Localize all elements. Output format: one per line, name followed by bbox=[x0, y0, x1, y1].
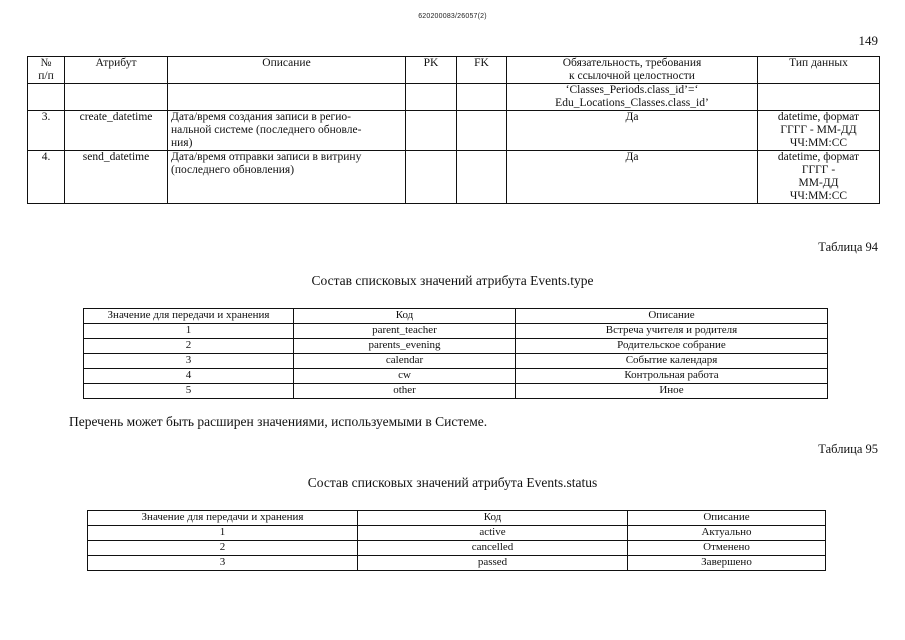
table-row bbox=[84, 324, 828, 339]
value-cell: 3 bbox=[84, 354, 294, 369]
column-header-description: Описание bbox=[628, 511, 826, 526]
fk-cell bbox=[457, 151, 507, 204]
table-row bbox=[84, 354, 828, 369]
table-94-caption: Состав списковых значений атрибута Events.type bbox=[311, 273, 594, 288]
table-95-label: Таблица 95 bbox=[818, 442, 878, 456]
table-row bbox=[84, 369, 828, 384]
description-cell: Отменено bbox=[628, 541, 826, 556]
description-cell: Встреча учителя и родителя bbox=[516, 324, 828, 339]
table-94-label: Таблица 94 bbox=[818, 240, 878, 254]
document-id: 620200083/26057(2) bbox=[418, 13, 487, 20]
fk-cell bbox=[457, 111, 507, 151]
code-cell: active bbox=[358, 526, 628, 541]
column-header-description: Описание bbox=[168, 57, 406, 84]
column-header-data-type: Тип данных bbox=[758, 57, 880, 84]
column-header-requirements: Обязательность, требования к ссылочной целостности bbox=[507, 57, 758, 84]
table-row bbox=[88, 541, 826, 556]
data-type-cell: datetime, формат ГГГГ - ММ-ДД ЧЧ:ММ:СС bbox=[758, 151, 880, 204]
fk-cell bbox=[457, 84, 507, 111]
row-number: 4. bbox=[28, 151, 65, 204]
description-cell: Родительское собрание bbox=[516, 339, 828, 354]
table-header-row bbox=[88, 511, 826, 526]
code-cell: other bbox=[294, 384, 516, 399]
table-row bbox=[88, 526, 826, 541]
value-cell: 1 bbox=[84, 324, 294, 339]
column-header-pk: PK bbox=[406, 57, 457, 84]
attribute-name: send_datetime bbox=[65, 151, 168, 204]
code-cell: parent_teacher bbox=[294, 324, 516, 339]
row-number bbox=[28, 84, 65, 111]
description-cell: Контрольная работа bbox=[516, 369, 828, 384]
table-header-row bbox=[28, 57, 880, 84]
attribute-description: Дата/время отправки записи в витрину (последнего обновления) bbox=[168, 151, 406, 204]
pk-cell bbox=[406, 84, 457, 111]
column-header-value: Значение для передачи и хранения bbox=[84, 309, 294, 324]
column-header-code: Код bbox=[294, 309, 516, 324]
attribute-name bbox=[65, 84, 168, 111]
events-status-table bbox=[87, 510, 826, 571]
requirements-cell: Да bbox=[507, 151, 758, 204]
attribute-description: Дата/время создания записи в регио- нальной системе (последнего обновле- ния) bbox=[168, 111, 406, 151]
row-number: 3. bbox=[28, 111, 65, 151]
value-cell: 2 bbox=[88, 541, 358, 556]
column-header-attribute: Атрибут bbox=[65, 57, 168, 84]
code-cell: passed bbox=[358, 556, 628, 571]
code-cell: cw bbox=[294, 369, 516, 384]
code-cell: calendar bbox=[294, 354, 516, 369]
description-cell: Актуально bbox=[628, 526, 826, 541]
value-cell: 5 bbox=[84, 384, 294, 399]
data-type-cell bbox=[758, 84, 880, 111]
column-header-fk: FK bbox=[457, 57, 507, 84]
requirements-cell: Да bbox=[507, 111, 758, 151]
table-row bbox=[28, 151, 880, 204]
value-cell: 3 bbox=[88, 556, 358, 571]
table-row bbox=[88, 556, 826, 571]
attributes-table bbox=[27, 56, 880, 204]
description-cell: Завершено bbox=[628, 556, 826, 571]
value-cell: 4 bbox=[84, 369, 294, 384]
requirements-cell: ‘Classes_Periods.class_id’=‘ Edu_Locations_Classes.class_id’ bbox=[507, 84, 758, 111]
column-header-value: Значение для передачи и хранения bbox=[88, 511, 358, 526]
table-row bbox=[28, 84, 880, 111]
table-row bbox=[28, 111, 880, 151]
events-type-table bbox=[83, 308, 828, 399]
value-cell: 1 bbox=[88, 526, 358, 541]
column-header-code: Код bbox=[358, 511, 628, 526]
code-cell: parents_evening bbox=[294, 339, 516, 354]
page-number: 149 bbox=[858, 33, 878, 48]
code-cell: cancelled bbox=[358, 541, 628, 556]
pk-cell bbox=[406, 111, 457, 151]
value-cell: 2 bbox=[84, 339, 294, 354]
attribute-description bbox=[168, 84, 406, 111]
attribute-name: create_datetime bbox=[65, 111, 168, 151]
table-row bbox=[84, 339, 828, 354]
pk-cell bbox=[406, 151, 457, 204]
description-cell: Иное bbox=[516, 384, 828, 399]
data-type-cell: datetime, формат ГГГГ - ММ-ДД ЧЧ:ММ:СС bbox=[758, 111, 880, 151]
table-header-row bbox=[84, 309, 828, 324]
note-text: Перечень может быть расширен значениями, используемыми в Системе. bbox=[69, 414, 488, 429]
table-row bbox=[84, 384, 828, 399]
table-95-caption: Состав списковых значений атрибута Events.status bbox=[307, 475, 598, 490]
column-header-description: Описание bbox=[516, 309, 828, 324]
column-header-number: № п/п bbox=[28, 57, 65, 84]
description-cell: Событие календаря bbox=[516, 354, 828, 369]
